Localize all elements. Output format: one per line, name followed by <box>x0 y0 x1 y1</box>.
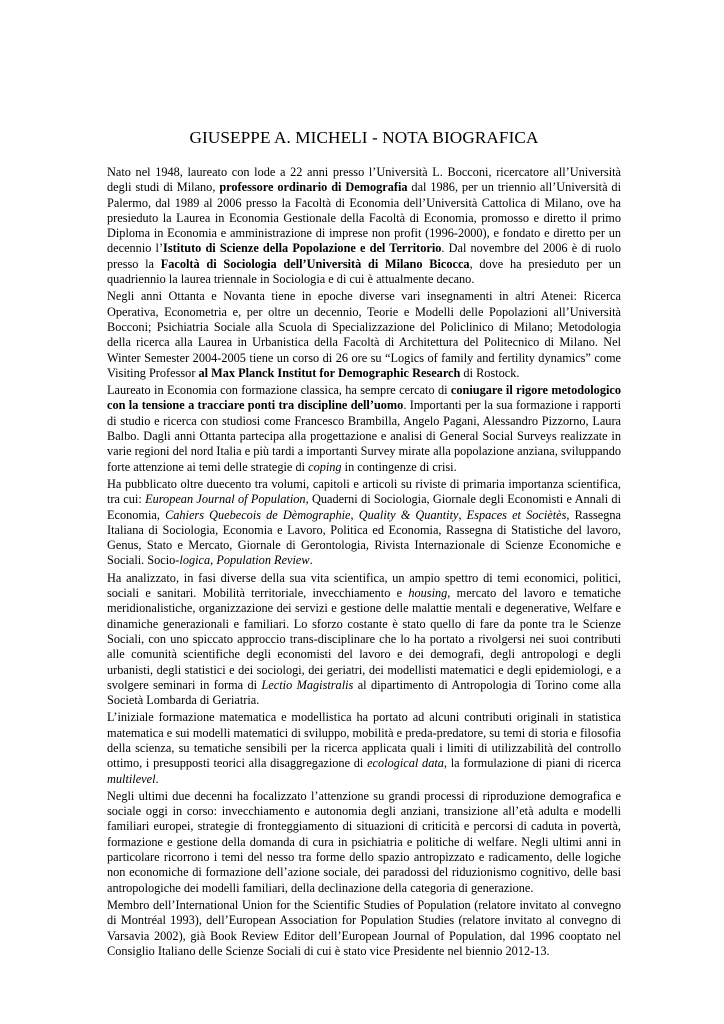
bold-segment: professore ordinario di Demografia <box>219 180 408 195</box>
text-segment: , <box>210 553 217 568</box>
text-segment: L’iniziale formazione matematica e modellistica ha portato ad alcuni contributi originali in statistica matematica e sui modelli matematici di sviluppo, mobilità e preda-predatore, su temi di storia e filosofia della scienza, su tematiche sensibili per la ricerca applicata quali i limiti di utilizzabilità del controllo ottimo, i presupposti teorici alla disaggregazione di <box>107 710 621 771</box>
text-segment: , <box>458 507 467 522</box>
text-segment: . Importanti per la sua formazione i rapporti di studio e ricerca con studiosi come Francesco Brambilla, Angelo Pagani, Alessandro Pizzorno, Laura Balbo. Dagli anni Ottanta partecipa alla progettazione e analisi di General Social Surveys realizzate in varie regioni del nord Italia e più tardi a importanti Survey mirate alla popolazione anziana, sviluppando forte attenzione ai temi delle strategie di <box>107 398 621 474</box>
italic-segment: logica <box>179 553 211 568</box>
text-segment: . Dal novembre del 2006 è di ruolo presso la <box>107 241 621 271</box>
italic-segment: ecological data <box>367 756 444 771</box>
text-segment: Membro dell’International Union for the Scientific Studies of Population (relatore invitato al convegno di Montréal 1993), dell’European Association for Population Studies (relatore invitato al convegno di Varsavia 2002), già Book Review Editor dell’European Journal of Population, dal 1996 cooptato nel Consiglio Italiano delle Scienze Sociali di cui è stato vice Presidente nel biennio 2012-13. <box>107 897 621 958</box>
text-segment: Ha pubblicato oltre duecento tra volumi, capitoli e articoli su riviste di primaria importanza scientifica, tra cui: <box>107 476 621 507</box>
bold-segment: Istituto di Scienze della Popolazione e del Territorio <box>163 241 442 256</box>
paragraph-career <box>107 165 621 287</box>
paragraph-teaching <box>107 289 621 381</box>
text-segment: , Rassegna Italiana di Sociologia, Economia e Lavoro, Politica ed Economia, Rassegna di Statistiche del lavoro, Genus, Stato e Mercato, Giornale di Gerontologia, Rivista Internazionale di Scienze Economiche e Sociali. Socio- <box>107 507 622 568</box>
document-body <box>107 165 621 961</box>
text-segment: Laureato in Economia con formazione classica, ha sempre cercato di <box>107 383 451 398</box>
text-segment: al dipartimento di Antropologia di Torino come alla Società Lombarda di Geriatria. <box>107 677 621 708</box>
paragraph-themes <box>107 571 621 709</box>
text-segment: , <box>350 507 359 522</box>
page-title: GIUSEPPE A. MICHELI - NOTA BIOGRAFICA <box>189 128 539 147</box>
paragraph-formation <box>107 383 621 475</box>
bold-segment: al Max Planck Institut for Demographic Research <box>198 365 461 380</box>
text-segment: di Rostock. <box>460 365 520 380</box>
paragraph-memberships <box>107 898 621 959</box>
text-segment: Nato nel 1948, laureato con lode a 22 anni presso l’Università L. Bocconi, ricercatore all’Università degli studi di Milano, <box>107 165 621 195</box>
text-segment: , la formulazione di piani di ricerca <box>443 756 622 771</box>
text-segment: . <box>309 553 313 568</box>
italic-segment: Quality & Quantity <box>358 507 459 522</box>
paragraph-mathematics <box>107 710 621 786</box>
text-segment: Negli ultimi due decenni ha focalizzato l’attenzione su grandi processi di riproduzione demografica e sociale oggi in corso: invecchiamento e autonomia degli anziani, transizione all’età adulta e modelli familiari europei, strategie di fronteggiamento di situazioni di criticità e percorsi di caduta in povertà, formazione e gestione della domanda di cura in psichiatria e politiche di welfare. Negli ultimi anni in particolare ricorrono i temi del nesso tra forme dello spazio antropizzato e radicamento, delle logiche non economiche di formazione dell’azione sociale, dei paradossi del riduzionismo cognitivo, delle basi antropologiche dei modelli familiari, della declinazione della categoria di generazione. <box>107 788 621 895</box>
italic-segment: European Journal of Population <box>145 492 306 507</box>
italic-segment: Population Review <box>216 553 310 568</box>
text-segment: . <box>155 771 159 786</box>
italic-segment: housing <box>408 586 448 601</box>
bold-segment: Facoltà di Sociologia dell’Università di Milano Bicocca <box>160 256 470 271</box>
bold-segment: coniugare il rigore metodologico con la tensione a tracciare ponti tra discipline dell’uomo <box>107 383 621 413</box>
italic-segment: Espaces et Sociètès <box>466 507 567 522</box>
italic-segment: Cahiers Quebecois de Dèmographie <box>165 507 351 522</box>
text-segment: dal 1986, per un triennio all’Università di Palermo, dal 1989 al 2006 presso la Facoltà di Economia dell’Università Cattolica di Milano, ove ha presieduto la Laurea in Economia Gestionale della Facoltà di Economia, promosso e diretto il primo Diploma in Economia e amministrazione di imprese non profit (1996-2000), e fondato e diretto per un decennio l’ <box>107 180 621 256</box>
text-segment: Negli anni Ottanta e Novanta tiene in epoche diverse vari insegnamenti in altri Atenei: Ricerca Operativa, Econometria e, per oltre un decennio, Teorie e Modelli delle Popolazioni all’Università Bocconi; Psichiatria Sociale alla Scuola di Specializzazione del Policlinico di Milano; Metodologia della ricerca alla Laurea in Urbanistica della Facoltà di Architettura del Politecnico di Milano. Nel Winter Semester 2004-2005 tiene un corso di 26 ore su “Logics of family and fertility dynamics” come Visiting Professor <box>107 289 621 380</box>
italic-segment: coping <box>308 459 342 474</box>
text-segment: in contingenze di crisi. <box>341 459 457 474</box>
paragraph-recent-research <box>107 789 621 896</box>
italic-segment: multilevel <box>107 771 156 786</box>
text-segment: , Quaderni di Sociologia, Giornale degli Economisti e Annali di Economia, <box>107 492 622 522</box>
paragraph-publications <box>107 477 621 569</box>
text-segment: , dove ha presieduto per un quadriennio la laurea triennale in Sociologia e di cui è attualmente decano. <box>107 256 621 287</box>
text-segment: Ha analizzato, in fasi diverse della sua vita scientifica, un ampio spettro di temi economici, politici, sociali e sanitari. Mobilità territoriale, invecchiamento e <box>107 570 621 601</box>
text-segment: , mercato del lavoro e tematiche meridionalistiche, organizzazione dei servizi e gestione delle malattie mentali e degenerative, Welfare e dinamiche generazionali e familiari. Lo sforzo costante è stato quello di fare da ponte tra le Scienze Sociali, con uno spiccato approccio trans-disciplinare che lo ha portato a rivolgersi nei suoi contributi alle comunità scientifiche degli economisti del lavoro e dei demografi, degli antropologi e degli urbanisti, degli statistici e dei sociologi, dei geriatri, dei modellisti matematici e degli epidemiologi, e a svolgere seminari in forma di <box>107 586 622 692</box>
italic-segment: Lectio Magistralis <box>261 677 354 692</box>
